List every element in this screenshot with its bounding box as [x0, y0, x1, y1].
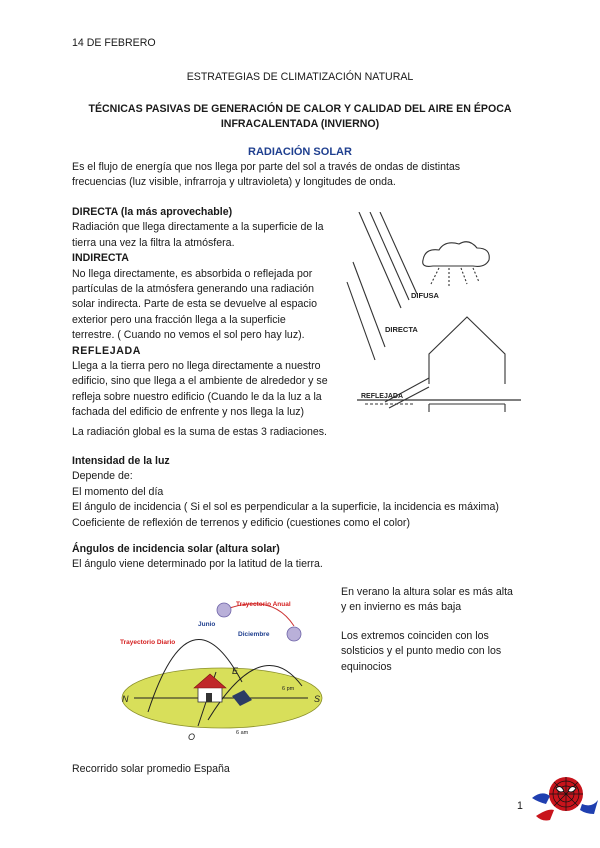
sun-december: [287, 627, 301, 641]
text-line: El ángulo de incidencia ( Si el sol es perpendicular a la superficie, la incidencia es máxima): [72, 501, 499, 514]
text-line: En verano la altura solar es más alta: [341, 586, 513, 598]
label-trayectoria-anual: Trayectorio Anual: [236, 601, 291, 608]
label-6pm: 6 pm: [282, 686, 295, 692]
side-note-solstices: [341, 629, 501, 675]
directa-title: DIRECTA (la más aprovechable): [72, 206, 233, 218]
direct-ray-5: [347, 282, 375, 360]
direct-ray-2: [370, 212, 409, 300]
text-line: refleja sobre nuestro edificio (Cuando le da la luz a la: [72, 390, 322, 403]
text-line: y en invierno es más baja: [341, 601, 462, 614]
text-line: Llega a la tierra pero no llega directamente a nuestro: [72, 360, 321, 373]
figure-caption: Recorrido solar promedio España: [72, 763, 230, 775]
text-line: solsticios y el punto medio con los: [341, 645, 502, 658]
text-line: terrestre. ( Cuando no vemos el sol pero hay luz).: [72, 329, 305, 342]
radiation-types: [72, 205, 328, 421]
text-line: Los extremos coinciden con los: [341, 630, 489, 642]
spiderman-logo: [528, 768, 600, 824]
cloud-shape: [423, 242, 490, 267]
subtitle: TÉCNICAS PASIVAS DE GENERACIÓN DE CALOR Y CALIDAD DEL AIRE EN ÉPOCA INFRACALENTADA (INVIERNO): [88, 103, 512, 130]
label-directa: DIRECTA: [385, 325, 418, 334]
direct-ray-3: [380, 212, 417, 294]
text-line: exterior pero una fracción llega a la superficie: [72, 313, 286, 326]
text-line: Depende de:: [72, 470, 133, 483]
angles-section: [72, 542, 323, 573]
diffuse-ray: [461, 268, 467, 284]
sun-june: [217, 603, 231, 617]
diffuse-ray: [473, 268, 479, 282]
reflejada-title: REFLEJADA: [72, 344, 141, 357]
text-line: equinocios: [341, 660, 392, 673]
label-north: N: [122, 694, 129, 704]
intensity-title: Intensidad de la luz: [72, 455, 170, 467]
text-line: El ángulo viene determinado por la latitud de la tierra.: [72, 558, 323, 571]
text-line: No llega directamente, es absorbida o reflejada por: [72, 267, 313, 280]
radiacion-intro: [72, 160, 460, 191]
main-title: ESTRATEGIAS DE CLIMATIZACIÓN NATURAL: [186, 71, 414, 83]
side-note-altitude: [341, 585, 513, 616]
global-radiation-note: La radiación global es la suma de estas 3 radiaciones.: [72, 426, 327, 438]
text-line: Radiación que llega directamente a la superficie de la: [72, 221, 324, 234]
direct-ray-4: [353, 262, 385, 347]
text-line: El momento del día: [72, 485, 164, 498]
house-outline: [429, 317, 505, 384]
intensity-section: [72, 454, 499, 531]
house-door: [206, 693, 212, 702]
text-line: tierra una vez la filtra la atmósfera.: [72, 236, 235, 249]
page-number: 1: [517, 800, 523, 812]
indirecta-title: INDIRECTA: [72, 252, 129, 265]
label-trayectoria-diario: Trayectorio Diario: [120, 639, 176, 646]
label-6am: 6 am: [236, 730, 249, 736]
label-diciembre: Diciembre: [238, 631, 270, 638]
label-east: E: [232, 666, 239, 676]
page-date: 14 DE FEBRERO: [72, 37, 156, 49]
text-line: solar indirecta. Parte de esta se devuelve al espacio: [72, 298, 317, 311]
sun-path-diagram: [112, 592, 334, 744]
label-south: S: [314, 694, 321, 704]
text-line: partículas de la atmósfera generando una radiación: [72, 283, 315, 296]
section-heading-radiacion: RADIACIÓN SOLAR: [248, 146, 352, 158]
label-west: O: [188, 732, 196, 742]
radiation-types-diagram: [345, 212, 525, 417]
angles-title: Ángulos de incidencia solar (altura solar): [72, 543, 280, 555]
text-line: Es el flujo de energía que nos llega por parte del sol a través de ondas de distintas: [72, 161, 461, 173]
text-line: fachada del edificio de enfrente y nos llega la luz): [72, 406, 305, 419]
label-junio: Junio: [198, 621, 216, 628]
text-line: Coeficiente de reflexión de terrenos y edificio (cuestiones como el color): [72, 516, 410, 529]
text-line: edificio, sino que llega a el ambiente de alrededor y se: [72, 375, 328, 388]
diffuse-ray: [431, 268, 439, 284]
label-reflejada: REFLEJADA: [361, 393, 404, 400]
text-line: frecuencias (luz visible, infrarroja y ultravioleta) y longitudes de onda.: [72, 176, 396, 189]
label-difusa: DIFUSA: [411, 291, 439, 300]
